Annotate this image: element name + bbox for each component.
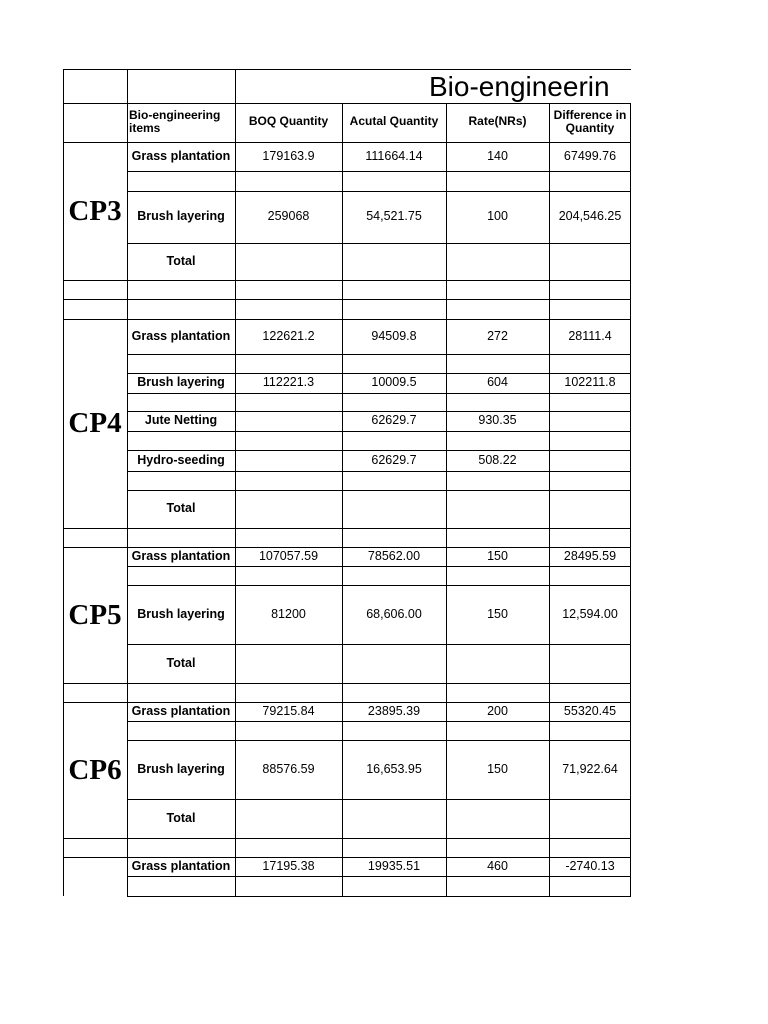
row-boq: 17195.38 <box>262 859 315 874</box>
grid-line <box>63 319 631 320</box>
sheet-title: Bio-engineerin <box>429 70 610 102</box>
row-actual: 54,521.75 <box>366 209 422 224</box>
row-boq: 179163.9 <box>262 149 315 164</box>
row-item-total: Total <box>166 253 196 268</box>
row-diff: 28495.59 <box>563 549 617 564</box>
row-actual: 111664.14 <box>365 149 423 164</box>
row-item-total: Total <box>166 655 196 670</box>
grid-line <box>342 103 343 896</box>
grid-line <box>63 280 631 281</box>
row-actual: 10009.5 <box>371 375 417 390</box>
row-actual: 23895.39 <box>367 704 421 719</box>
row-rate: 200 <box>487 704 508 719</box>
row-item: Brush layering <box>137 375 225 390</box>
row-item: Jute Netting <box>144 413 218 428</box>
grid-line <box>127 411 631 412</box>
row-actual: 78562.00 <box>367 549 421 564</box>
row-rate: 508.22 <box>478 452 517 467</box>
row-rate: 150 <box>487 606 508 621</box>
row-item: Brush layering <box>137 606 225 621</box>
row-rate: 150 <box>487 761 508 776</box>
grid-line <box>235 69 236 896</box>
grid-line <box>63 528 631 529</box>
row-diff: 12,594.00 <box>562 606 618 621</box>
group-label-cp6: CP6 <box>68 753 122 786</box>
header-rate: Rate(NRs) <box>468 114 527 129</box>
grid-line <box>127 171 631 172</box>
group-label-cp3: CP3 <box>68 194 122 227</box>
row-rate: 460 <box>487 859 508 874</box>
grid-line <box>63 299 631 300</box>
grid-line <box>63 103 631 104</box>
row-actual: 62629.7 <box>371 452 417 467</box>
row-rate: 272 <box>487 329 508 344</box>
row-item: Grass plantation <box>131 704 231 719</box>
grid-line <box>63 702 631 703</box>
grid-line <box>127 585 631 586</box>
grid-line <box>63 683 631 684</box>
grid-line <box>63 142 64 896</box>
grid-line <box>127 471 631 472</box>
row-boq: 79215.84 <box>262 704 315 719</box>
grid-line <box>127 69 128 896</box>
grid-line <box>127 799 631 800</box>
row-item: Hydro-seeding <box>137 452 225 467</box>
group-label-cp4: CP4 <box>68 407 122 440</box>
row-diff: 28111.4 <box>568 329 612 344</box>
row-item: Grass plantation <box>131 329 231 344</box>
row-item: Grass plantation <box>131 549 231 564</box>
row-actual: 94509.8 <box>371 329 417 344</box>
row-item: Grass plantation <box>131 859 231 874</box>
grid-line <box>127 431 631 432</box>
grid-line <box>127 373 631 374</box>
grid-line <box>63 69 64 142</box>
grid-line <box>63 547 631 548</box>
grid-line <box>63 142 631 143</box>
grid-line <box>630 103 631 896</box>
row-boq: 259068 <box>267 209 310 224</box>
row-boq: 122621.2 <box>262 329 315 344</box>
row-rate: 930.35 <box>478 413 517 428</box>
row-diff: 102211.8 <box>564 375 616 390</box>
grid-line <box>446 103 447 896</box>
row-diff <box>549 411 631 431</box>
row-diff: 67499.76 <box>563 149 617 164</box>
row-item: Brush layering <box>137 761 225 776</box>
row-item-total: Total <box>166 810 196 825</box>
grid-line <box>63 838 631 839</box>
row-diff: 55320.45 <box>563 704 617 719</box>
header-item: Bio-engineering items <box>129 107 221 135</box>
row-actual: 16,653.95 <box>366 761 422 776</box>
grid-line <box>127 354 631 355</box>
grid-line <box>63 857 631 858</box>
row-rate: 100 <box>487 209 508 224</box>
row-diff: -2740.13 <box>565 859 615 874</box>
row-boq: 81200 <box>271 606 306 621</box>
row-diff: 71,922.64 <box>562 761 618 776</box>
grid-line <box>549 103 550 896</box>
grid-line <box>127 740 631 741</box>
row-boq: 88576.59 <box>262 761 315 776</box>
row-rate: 140 <box>487 149 508 164</box>
grid-line <box>127 243 631 244</box>
grid-line <box>127 644 631 645</box>
row-diff: 204,546.25 <box>558 209 622 224</box>
group-label-cp5: CP5 <box>68 598 122 631</box>
grid-line <box>127 490 631 491</box>
grid-line <box>63 69 631 70</box>
row-item: Grass plantation <box>131 149 231 164</box>
grid-line <box>127 896 631 897</box>
row-actual: 62629.7 <box>371 413 417 428</box>
grid-line <box>127 876 631 877</box>
header-actual: Acutal Quantity <box>349 114 439 129</box>
row-rate: 604 <box>487 375 508 390</box>
row-boq <box>235 450 342 471</box>
grid-line <box>127 566 631 567</box>
grid-line <box>127 721 631 722</box>
row-actual: 19935.51 <box>367 859 421 874</box>
row-diff <box>549 450 631 471</box>
row-boq: 107057.59 <box>258 549 319 564</box>
row-boq <box>235 411 342 431</box>
grid-line <box>127 191 631 192</box>
row-item: Brush layering <box>137 209 225 224</box>
row-boq: 112221.3 <box>262 375 315 390</box>
grid-line <box>127 450 631 451</box>
row-actual: 68,606.00 <box>366 606 422 621</box>
header-boq: BOQ Quantity <box>248 114 329 129</box>
row-rate: 150 <box>487 549 508 564</box>
grid-line <box>127 393 631 394</box>
header-diff: Difference in Quantity <box>553 107 627 135</box>
row-item-total: Total <box>166 501 196 516</box>
